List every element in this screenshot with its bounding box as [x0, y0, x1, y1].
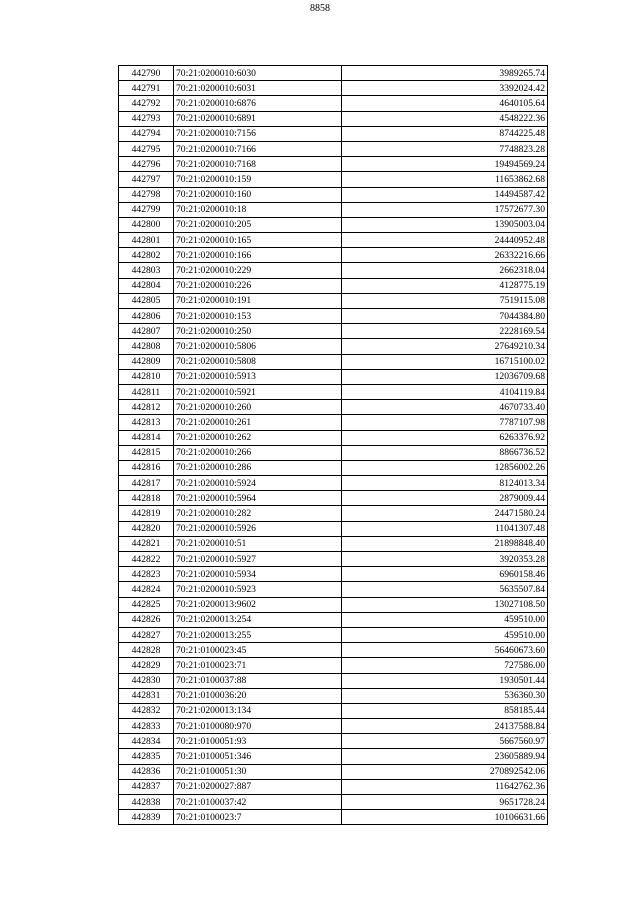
cadastral-number-cell: 70:21:0200010:226 [174, 278, 342, 293]
table-row [119, 658, 548, 673]
row-number-cell: 442826 [119, 612, 174, 627]
cadastral-value-cell: 10106631.66 [342, 810, 548, 825]
row-number-cell: 442807 [119, 324, 174, 339]
row-number-cell: 442796 [119, 157, 174, 172]
cadastral-value-cell: 8124013.34 [342, 476, 548, 491]
table-row [119, 688, 548, 703]
row-number-cell: 442806 [119, 309, 174, 324]
table-row [119, 157, 548, 172]
cadastral-number-cell: 70:21:0200010:5923 [174, 582, 342, 597]
cadastral-value-cell: 24471580.24 [342, 506, 548, 521]
cadastral-value-cell: 12036709.68 [342, 369, 548, 384]
table-row [119, 612, 548, 627]
row-number-cell: 442819 [119, 506, 174, 521]
row-number-cell: 442805 [119, 293, 174, 308]
cadastral-value-cell: 4104119.84 [342, 384, 548, 399]
table-row [119, 248, 548, 263]
row-number-cell: 442835 [119, 749, 174, 764]
row-number-cell: 442794 [119, 126, 174, 141]
row-number-cell: 442831 [119, 688, 174, 703]
row-number-cell: 442793 [119, 111, 174, 126]
cadastral-value-cell: 3989265.74 [342, 66, 548, 81]
table-row [119, 795, 548, 810]
row-number-cell: 442836 [119, 764, 174, 779]
table-row [119, 476, 548, 491]
cadastral-value-cell: 7044384.80 [342, 309, 548, 324]
table-row [119, 217, 548, 232]
row-number-cell: 442797 [119, 172, 174, 187]
cadastral-value-cell: 4640105.64 [342, 96, 548, 111]
table-row [119, 384, 548, 399]
cadastral-value-cell: 24137588.84 [342, 719, 548, 734]
cadastral-value-cell: 6960158.46 [342, 567, 548, 582]
table-row [119, 278, 548, 293]
cadastral-value-cell: 13027108.50 [342, 597, 548, 612]
cadastral-number-cell: 70:21:0200013:9602 [174, 597, 342, 612]
cadastral-number-cell: 70:21:0200010:5924 [174, 476, 342, 491]
cadastral-value-cell: 7748823.28 [342, 141, 548, 156]
row-number-cell: 442832 [119, 703, 174, 718]
table-row [119, 627, 548, 642]
table-row [119, 703, 548, 718]
row-number-cell: 442798 [119, 187, 174, 202]
cadastral-number-cell: 70:21:0200010:160 [174, 187, 342, 202]
cadastral-number-cell: 70:21:0100023:71 [174, 658, 342, 673]
row-number-cell: 442828 [119, 643, 174, 658]
cadastral-number-cell: 70:21:0100051:93 [174, 734, 342, 749]
cadastral-value-cell: 27649210.34 [342, 339, 548, 354]
cadastral-number-cell: 70:21:0100037:88 [174, 673, 342, 688]
cadastral-value-cell: 11041307.48 [342, 521, 548, 536]
row-number-cell: 442795 [119, 141, 174, 156]
table-row [119, 202, 548, 217]
cadastral-number-cell: 70:21:0200010:166 [174, 248, 342, 263]
cadastral-value-cell: 4128775.19 [342, 278, 548, 293]
cadastral-number-cell: 70:21:0200010:191 [174, 293, 342, 308]
cadastral-value-cell: 14494587.42 [342, 187, 548, 202]
table-row [119, 233, 548, 248]
cadastral-number-cell: 70:21:0200010:5808 [174, 354, 342, 369]
table-row [119, 96, 548, 111]
cadastral-number-cell: 70:21:0200010:5934 [174, 567, 342, 582]
cadastral-value-cell: 3392024.42 [342, 81, 548, 96]
row-number-cell: 442823 [119, 567, 174, 582]
table-row [119, 293, 548, 308]
cadastral-number-cell: 70:21:0200010:6891 [174, 111, 342, 126]
row-number-cell: 442808 [119, 339, 174, 354]
cadastral-value-cell: 12856002.26 [342, 460, 548, 475]
cadastral-value-cell: 7519115.08 [342, 293, 548, 308]
cadastral-number-cell: 70:21:0100051:346 [174, 749, 342, 764]
row-number-cell: 442825 [119, 597, 174, 612]
page-number: 8858 [310, 3, 330, 14]
row-number-cell: 442811 [119, 384, 174, 399]
table-row [119, 263, 548, 278]
cadastral-number-cell: 70:21:0200013:134 [174, 703, 342, 718]
cadastral-number-cell: 70:21:0200010:266 [174, 445, 342, 460]
cadastral-value-cell: 23605889.94 [342, 749, 548, 764]
cadastral-number-cell: 70:21:0100080:970 [174, 719, 342, 734]
cadastral-value-cell: 4670733.40 [342, 400, 548, 415]
table-row [119, 764, 548, 779]
row-number-cell: 442791 [119, 81, 174, 96]
row-number-cell: 442809 [119, 354, 174, 369]
cadastral-number-cell: 70:21:0200010:18 [174, 202, 342, 217]
table-row [119, 719, 548, 734]
cadastral-value-cell: 727586.00 [342, 658, 548, 673]
cadastral-value-cell: 2228169.54 [342, 324, 548, 339]
table-row [119, 339, 548, 354]
cadastral-number-cell: 70:21:0200010:286 [174, 460, 342, 475]
cadastral-value-table [118, 65, 548, 825]
cadastral-number-cell: 70:21:0200010:7168 [174, 157, 342, 172]
table-row [119, 536, 548, 551]
cadastral-number-cell: 70:21:0200010:5964 [174, 491, 342, 506]
table-row [119, 673, 548, 688]
row-number-cell: 442817 [119, 476, 174, 491]
row-number-cell: 442815 [119, 445, 174, 460]
cadastral-number-cell: 70:21:0200010:282 [174, 506, 342, 521]
table-row [119, 309, 548, 324]
table-row [119, 324, 548, 339]
cadastral-number-cell: 70:21:0200010:153 [174, 309, 342, 324]
cadastral-number-cell: 70:21:0200010:6030 [174, 66, 342, 81]
table-row [119, 66, 548, 81]
row-number-cell: 442802 [119, 248, 174, 263]
cadastral-number-cell: 70:21:0200013:255 [174, 627, 342, 642]
row-number-cell: 442792 [119, 96, 174, 111]
row-number-cell: 442824 [119, 582, 174, 597]
cadastral-value-cell: 26332216.66 [342, 248, 548, 263]
table-row [119, 597, 548, 612]
cadastral-value-cell: 5667560.97 [342, 734, 548, 749]
table-row [119, 141, 548, 156]
row-number-cell: 442839 [119, 810, 174, 825]
cadastral-number-cell: 70:21:0200010:261 [174, 415, 342, 430]
row-number-cell: 442837 [119, 779, 174, 794]
cadastral-value-cell: 7787107.98 [342, 415, 548, 430]
table-row [119, 430, 548, 445]
cadastral-value-cell: 2662318.04 [342, 263, 548, 278]
row-number-cell: 442820 [119, 521, 174, 536]
table-row [119, 187, 548, 202]
cadastral-number-cell: 70:21:0200010:262 [174, 430, 342, 445]
table-row [119, 81, 548, 96]
table-row [119, 552, 548, 567]
row-number-cell: 442822 [119, 552, 174, 567]
row-number-cell: 442834 [119, 734, 174, 749]
cadastral-number-cell: 70:21:0200010:51 [174, 536, 342, 551]
cadastral-value-cell: 270892542.06 [342, 764, 548, 779]
cadastral-value-cell: 459510.00 [342, 627, 548, 642]
row-number-cell: 442833 [119, 719, 174, 734]
table-row [119, 172, 548, 187]
row-number-cell: 442804 [119, 278, 174, 293]
cadastral-value-cell: 459510.00 [342, 612, 548, 627]
table-row [119, 491, 548, 506]
cadastral-value-cell: 858185.44 [342, 703, 548, 718]
table-row [119, 460, 548, 475]
table-row [119, 582, 548, 597]
cadastral-value-cell: 24440952.48 [342, 233, 548, 248]
cadastral-number-cell: 70:21:0200010:5927 [174, 552, 342, 567]
row-number-cell: 442816 [119, 460, 174, 475]
cadastral-number-cell: 70:21:0200010:250 [174, 324, 342, 339]
table-row [119, 734, 548, 749]
table-row [119, 810, 548, 825]
row-number-cell: 442810 [119, 369, 174, 384]
table-row [119, 643, 548, 658]
row-number-cell: 442830 [119, 673, 174, 688]
cadastral-number-cell: 70:21:0200010:5806 [174, 339, 342, 354]
cadastral-value-cell: 56460673.60 [342, 643, 548, 658]
row-number-cell: 442829 [119, 658, 174, 673]
cadastral-value-cell: 21898848.40 [342, 536, 548, 551]
cadastral-value-cell: 6263376.92 [342, 430, 548, 445]
cadastral-number-cell: 70:21:0100023:45 [174, 643, 342, 658]
table-row [119, 506, 548, 521]
table-row [119, 445, 548, 460]
cadastral-number-cell: 70:21:0200010:205 [174, 217, 342, 232]
cadastral-number-cell: 70:21:0100037:42 [174, 795, 342, 810]
cadastral-value-cell: 13905003.04 [342, 217, 548, 232]
cadastral-number-cell: 70:21:0200027:887 [174, 779, 342, 794]
row-number-cell: 442803 [119, 263, 174, 278]
cadastral-value-cell: 536360.30 [342, 688, 548, 703]
cadastral-value-cell: 4548222.36 [342, 111, 548, 126]
table-row [119, 354, 548, 369]
cadastral-value-cell: 9651728.24 [342, 795, 548, 810]
row-number-cell: 442818 [119, 491, 174, 506]
cadastral-number-cell: 70:21:0200010:260 [174, 400, 342, 415]
row-number-cell: 442790 [119, 66, 174, 81]
cadastral-value-cell: 5635507.84 [342, 582, 548, 597]
cadastral-value-cell: 1930501.44 [342, 673, 548, 688]
table-row [119, 369, 548, 384]
cadastral-number-cell: 70:21:0100023:7 [174, 810, 342, 825]
row-number-cell: 442838 [119, 795, 174, 810]
cadastral-number-cell: 70:21:0200010:5913 [174, 369, 342, 384]
cadastral-number-cell: 70:21:0200010:7156 [174, 126, 342, 141]
table-row [119, 415, 548, 430]
row-number-cell: 442799 [119, 202, 174, 217]
cadastral-value-cell: 11653862.68 [342, 172, 548, 187]
row-number-cell: 442800 [119, 217, 174, 232]
table-row [119, 749, 548, 764]
cadastral-number-cell: 70:21:0200010:7166 [174, 141, 342, 156]
cadastral-value-cell: 2879009.44 [342, 491, 548, 506]
cadastral-number-cell: 70:21:0200010:165 [174, 233, 342, 248]
cadastral-number-cell: 70:21:0200010:5926 [174, 521, 342, 536]
cadastral-value-cell: 8744225.48 [342, 126, 548, 141]
table-row [119, 400, 548, 415]
row-number-cell: 442801 [119, 233, 174, 248]
row-number-cell: 442827 [119, 627, 174, 642]
cadastral-number-cell: 70:21:0200010:6876 [174, 96, 342, 111]
table-row [119, 521, 548, 536]
table-row [119, 779, 548, 794]
cadastral-number-cell: 70:21:0100036:20 [174, 688, 342, 703]
table-row [119, 111, 548, 126]
cadastral-value-cell: 3920353.28 [342, 552, 548, 567]
table-row [119, 567, 548, 582]
cadastral-value-cell: 8866736.52 [342, 445, 548, 460]
cadastral-number-cell: 70:21:0200010:229 [174, 263, 342, 278]
row-number-cell: 442821 [119, 536, 174, 551]
cadastral-number-cell: 70:21:0200010:6031 [174, 81, 342, 96]
row-number-cell: 442812 [119, 400, 174, 415]
table-row [119, 126, 548, 141]
cadastral-number-cell: 70:21:0200010:5921 [174, 384, 342, 399]
cadastral-value-cell: 17572677.30 [342, 202, 548, 217]
table-body [119, 66, 548, 825]
cadastral-number-cell: 70:21:0200010:159 [174, 172, 342, 187]
cadastral-value-cell: 11642762.36 [342, 779, 548, 794]
row-number-cell: 442813 [119, 415, 174, 430]
cadastral-number-cell: 70:21:0100051:30 [174, 764, 342, 779]
cadastral-number-cell: 70:21:0200013:254 [174, 612, 342, 627]
cadastral-value-cell: 16715100.02 [342, 354, 548, 369]
cadastral-value-cell: 19494569.24 [342, 157, 548, 172]
row-number-cell: 442814 [119, 430, 174, 445]
